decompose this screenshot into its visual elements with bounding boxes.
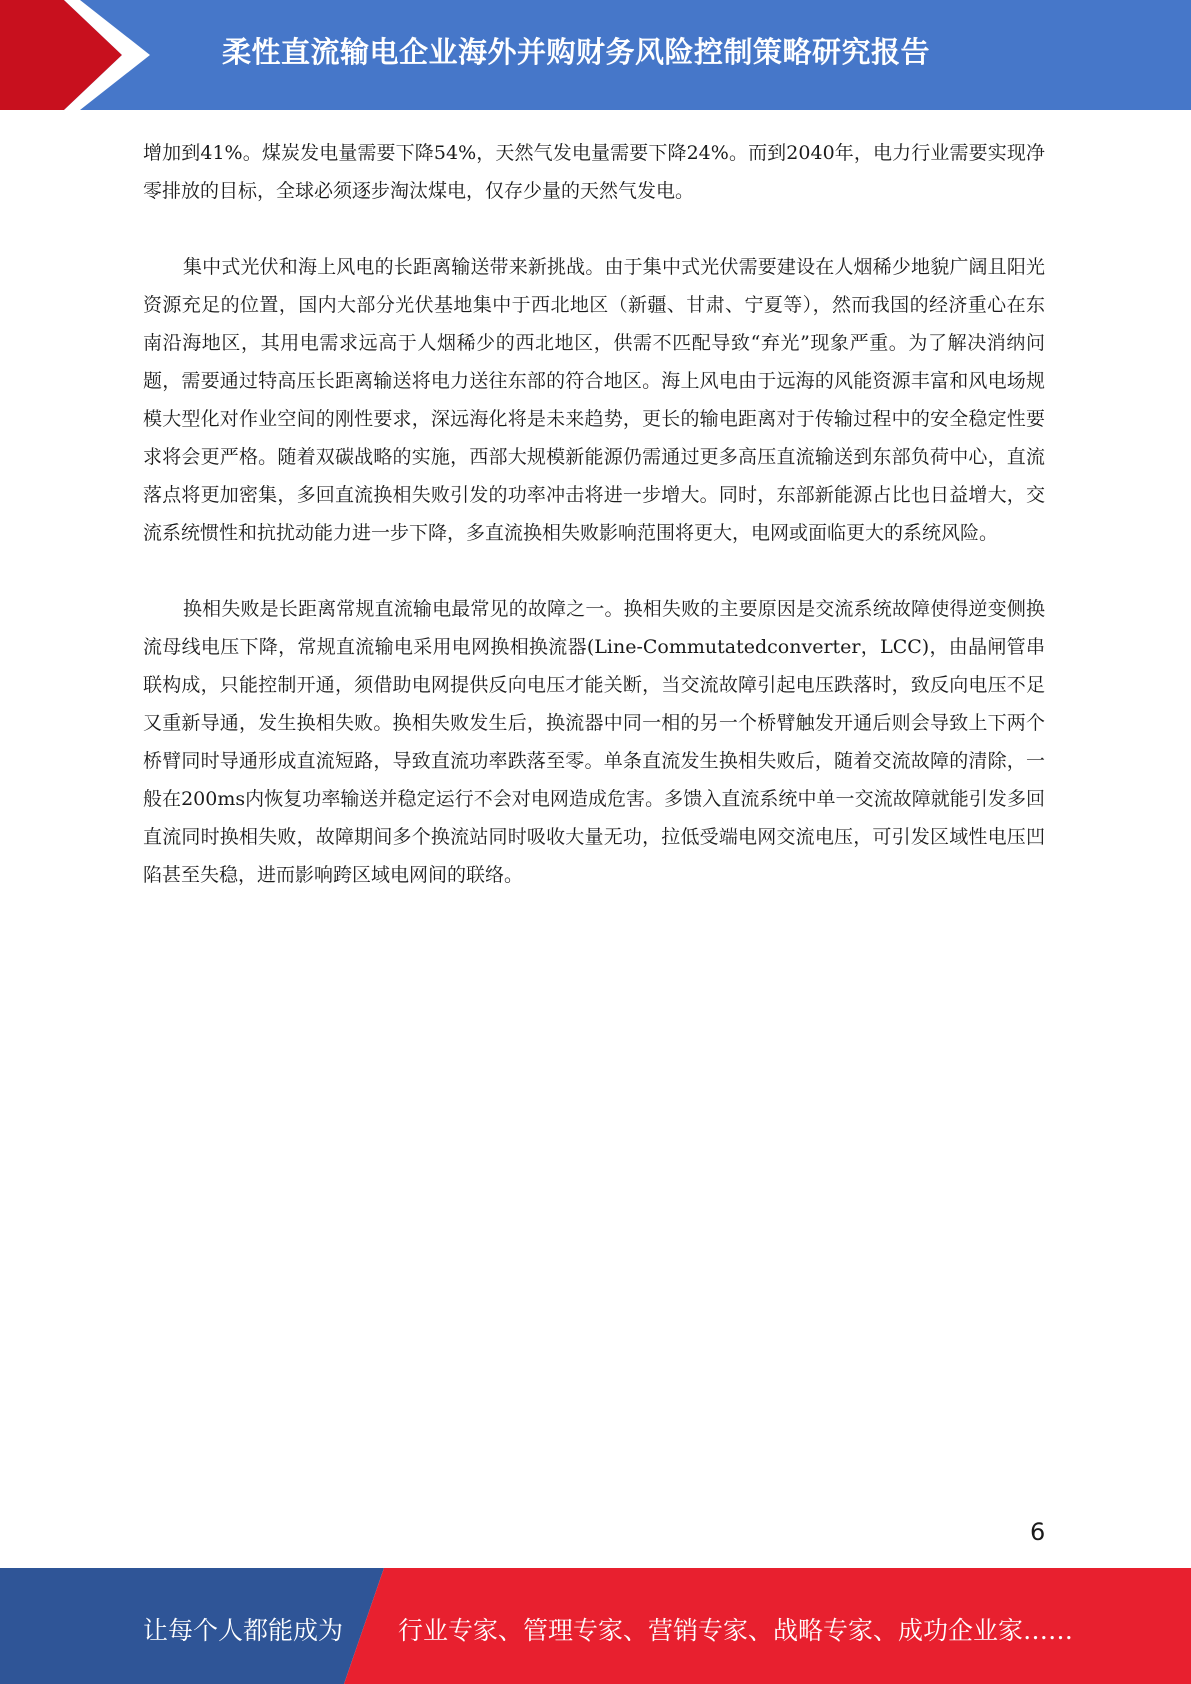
report-title: 柔性直流输电企业海外并购财务风险控制策略研究报告 bbox=[222, 35, 931, 69]
paragraph-continuation: 增加到41%。煤炭发电量需要下降54%，天然气发电量需要下降24%。而到2040年，电力行业需要实现净零排放的目标，全球必须逐步淘汰煤电，仅存少量的天然气发电。 bbox=[143, 142, 1045, 202]
paragraph-long-distance-transmission: 集中式光伏和海上风电的长距离输送带来新挑战。由于集中式光伏需要建设在人烟稀少地貌广阔且阳光资源充足的位置，国内大部分光伏基地集中于西北地区（新疆、甘肃、宁夏等），然而我国的经济重心在东南沿海地区，其用电需求远高于人烟稀少的西北地区，供需不匹配导致“弃光”现象严重。为了解决消纳问题，需要通过特高压长距离输送将电力送往东部的符合地区。海上风电由于远海的风能资源丰富和风电场规模大型化对作业空间的刚性要求，深远海化将是未来趋势，更长的输电距离对于传输过程中的安全稳定性要求将会更严格。随着双碳战略的实施，西部大规模新能源仍需通过更多高压直流输送到东部负荷中心，直流落点将更加密集，多回直流换相失败引发的功率冲击将进一步增大。同时，东部新能源占比也日益增大，交流系统惯性和抗扰动能力进一步下降，多直流换相失败影响范围将更大，电网或面临更大的系统风险。 bbox=[143, 256, 1045, 544]
footer-slogan-left: 让每个人都能成为 bbox=[143, 1616, 344, 1645]
footer-slogan-right: 行业专家、管理专家、营销专家、战略专家、成功企业家…… bbox=[398, 1616, 1074, 1645]
page-number: 6 bbox=[1030, 1518, 1046, 1546]
page-footer bbox=[0, 1568, 1191, 1684]
main-content bbox=[143, 134, 1045, 932]
paragraph-commutation-failure: 换相失败是长距离常规直流输电最常见的故障之一。换相失败的主要原因是交流系统故障使得逆变侧换流母线电压下降，常规直流输电采用电网换相换流器(Line-Commutatedconverter，LCC)，由晶闸管串联构成，只能控制开通，须借助电网提供反向电压才能关断，当交流故障引起电压跌落时，致反向电压不足又重新导通，发生换相失败。换相失败发生后，换流器中同一相的另一个桥臂触发开通后则会导致上下两个桥臂同时导通形成直流短路，导致直流功率跌落至零。单条直流发生换相失败后，随着交流故障的清除，一般在200ms内恢复功率输送并稳定运行不会对电网造成危害。多馈入直流系统中单一交流故障就能引发多回直流同时换相失败，故障期间多个换流站同时吸收大量无功，拉低受端电网交流电压，可引发区域性电压凹陷甚至失稳，进而影响跨区域电网间的联络。 bbox=[143, 598, 1045, 886]
page-header bbox=[0, 0, 1191, 110]
header-chevron-decoration bbox=[0, 0, 160, 110]
